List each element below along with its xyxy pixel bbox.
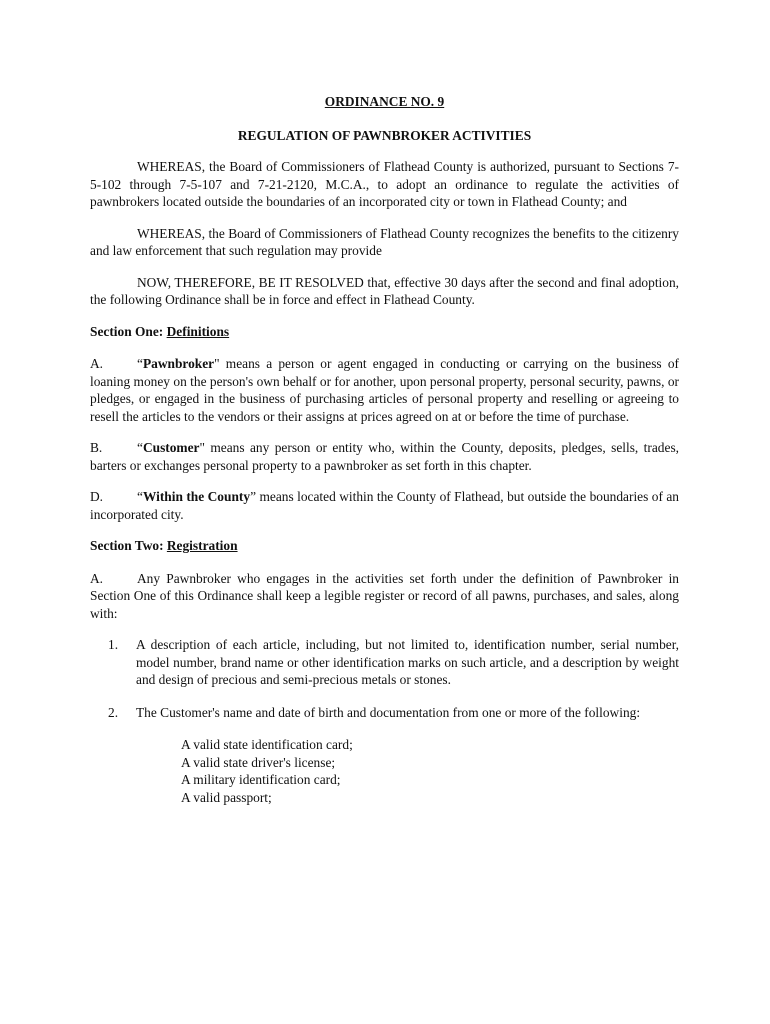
open-quote: “ — [137, 440, 143, 455]
definition-text: means located within the County of Flathead, but outside the boundaries of an incorporated city. — [90, 489, 680, 522]
whereas-paragraph-2: WHEREAS, the Board of Commissioners of Flathead County recognizes the benefits to the citizenry and law enforcement that such regulation may provide — [90, 225, 679, 258]
definition-letter: B. — [90, 440, 103, 455]
registration-intro-text: Any Pawnbroker who engages in the activities set forth under the definition of Pawnbroker in Section One of this Ordinance shall keep a legible register or record of all pawns, purchases, and sales, along with: — [90, 570, 679, 621]
definition-letter: D. — [90, 489, 104, 504]
id-type-item: A military identification card; — [181, 772, 341, 787]
registration-letter: A. — [90, 570, 104, 586]
resolved-paragraph: NOW, THEREFORE, BE IT RESOLVED that, effective 30 days after the second and final adoption, the following Ordinance shall be in force and effect in Flathead County. — [90, 274, 679, 307]
definition-letter: A. — [90, 356, 104, 371]
definition-customer — [90, 439, 679, 474]
definition-text: means a person or agent engaged in conducting or carrying on the business of loaning money on the person's own behalf or for another, upon personal property, personal security, pawns, or pledges, or engaged in the business of purchasing articles of personal property and reselling or agreeing to resell the articles to the vendors or their assigns at prices agreed on at or before the time of purchase. — [90, 356, 679, 424]
definition-within-the-county — [90, 488, 679, 523]
section-one-prefix: Section One: — [90, 323, 167, 339]
id-type-item: A valid state driver's license; — [181, 754, 336, 770]
open-quote: “ — [137, 356, 143, 371]
close-quote: " — [199, 440, 205, 455]
section-one-title: Definitions — [166, 323, 230, 339]
section-one-heading — [90, 323, 679, 341]
list-item-text: The Customer's name and date of birth and documentation from one or more of the following: — [136, 704, 641, 720]
definition-term: Pawnbroker — [142, 356, 215, 371]
registration-requirements-list — [90, 636, 679, 721]
registration-intro — [90, 570, 679, 623]
id-type-item: A valid passport; — [181, 789, 272, 805]
ordinance-title: ORDINANCE NO. 9 — [324, 94, 445, 109]
ordinance-subtitle: REGULATION OF PAWNBROKER ACTIVITIES — [237, 127, 532, 143]
list-item-number: 2. — [108, 704, 119, 720]
definition-text: means any person or entity who, within the County, deposits, pledges, sells, trades, barters or exchanges personal property to a pawnbroker as set forth in this chapter. — [90, 440, 679, 473]
close-quote: ” — [250, 489, 257, 504]
identification-types-list — [181, 736, 679, 806]
list-item — [90, 636, 679, 689]
open-quote: “ — [137, 489, 143, 504]
list-item-number: 1. — [108, 637, 119, 652]
list-item-text: A description of each article, including, but not limited to, identification number, serial number, model number, brand name or other identification marks on such article, and a description by weight and design of precious and semi-precious metals or stones. — [136, 637, 679, 687]
section-two-prefix: Section Two: — [90, 538, 167, 553]
section-two-title: Registration — [166, 538, 238, 553]
whereas-paragraph-1: WHEREAS, the Board of Commissioners of Flathead County is authorized, pursuant to Sections 7-5-102 through 7-5-107 and 7-21-2120, M.C.A., to adopt an ordinance to regulate the activities of pawnbrokers located outside the boundaries of an incorporated city or town in Flathead County; and — [90, 159, 679, 209]
definition-term: Within the County — [142, 489, 251, 504]
section-two-heading — [90, 537, 679, 555]
id-type-item: A valid state identification card; — [181, 737, 353, 752]
definition-term: Customer — [142, 440, 200, 455]
list-item — [90, 704, 679, 722]
definition-pawnbroker — [90, 355, 679, 425]
close-quote: " — [214, 356, 220, 371]
